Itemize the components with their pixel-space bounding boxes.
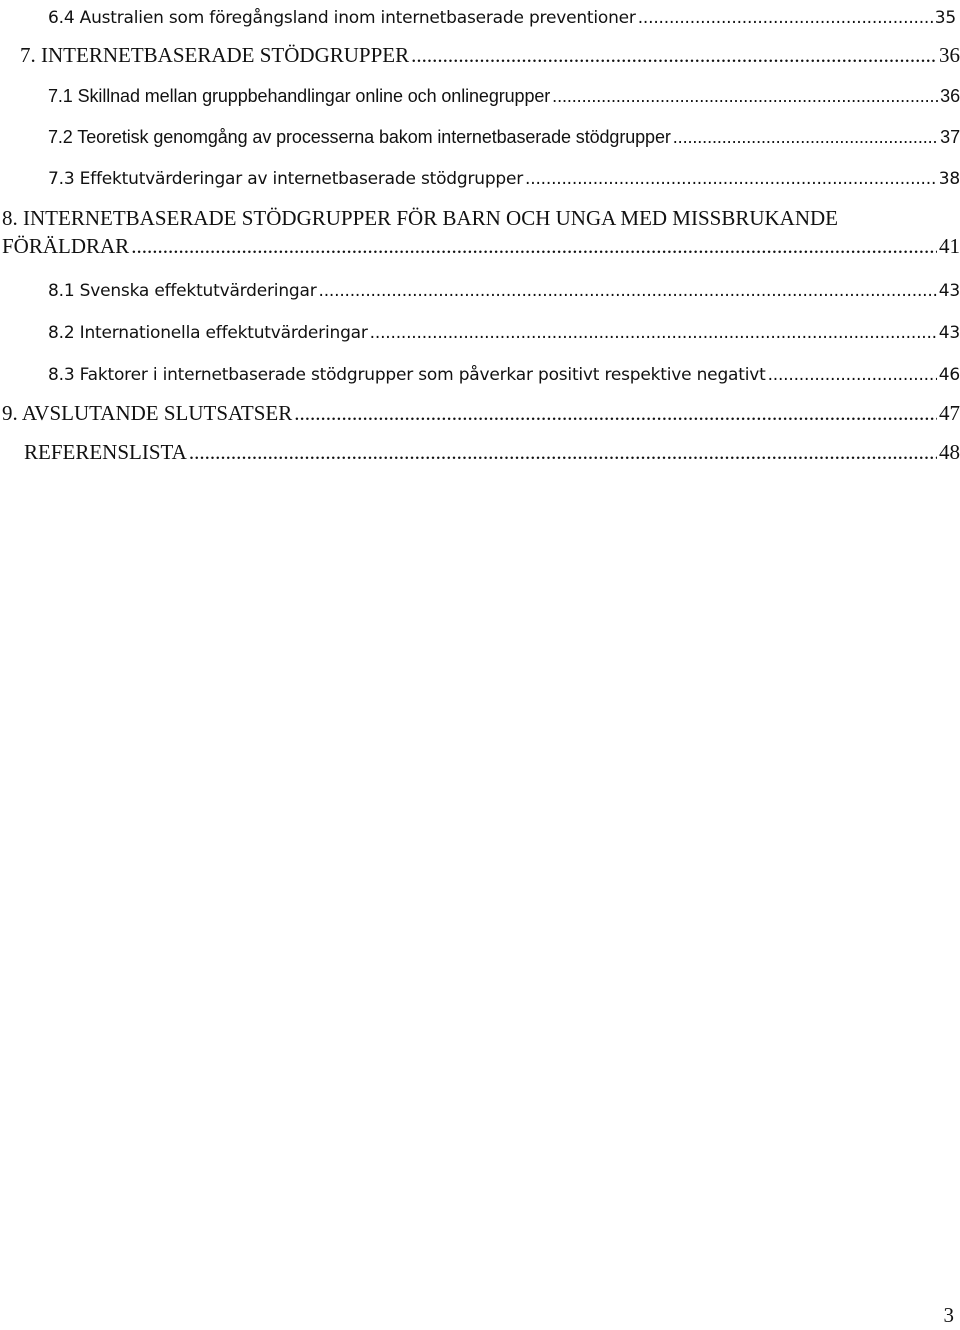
toc-entry-page: 36: [939, 43, 960, 67]
toc-entry-title: 8.3 Faktorer i internetbaserade stödgrupper som påverkar positivt respektive negativt: [48, 365, 766, 385]
toc-entry-7-1[interactable]: [48, 79, 960, 107]
toc-entry-8-2[interactable]: [48, 315, 960, 343]
toc-entry-9[interactable]: [2, 398, 960, 426]
toc-entry-page: 36: [940, 86, 960, 106]
toc-entry-title: 9. AVSLUTANDE SLUTSATSER: [2, 401, 293, 425]
toc-entry-page: 35: [934, 8, 956, 28]
toc-entry-7[interactable]: [20, 40, 960, 68]
toc-leader-dots: [189, 440, 937, 465]
toc-entry-title: 7.1 Skillnad mellan gruppbehandlingar online och onlinegrupper: [48, 86, 551, 106]
toc-entry-page: 47: [939, 401, 960, 425]
toc-leader-dots: [673, 127, 938, 148]
toc-leader-dots: [131, 234, 937, 259]
toc-entry-title: 6.4 Australien som föregångsland inom internetbaserade preventioner: [48, 8, 636, 28]
toc-entry-referenslista[interactable]: [24, 437, 960, 465]
toc-leader-dots: [411, 43, 937, 68]
toc-entry-7-2[interactable]: [48, 120, 960, 148]
toc-entry-page: 37: [940, 127, 960, 147]
toc-entry-7-3[interactable]: [48, 161, 960, 189]
toc-entry-6-4[interactable]: [48, 0, 956, 28]
toc-leader-dots: [768, 365, 937, 385]
toc-leader-dots: [294, 401, 937, 426]
page-number: 3: [943, 1303, 954, 1327]
toc-entry-8-1[interactable]: [48, 273, 960, 301]
toc-entry-page: 43: [938, 323, 960, 343]
toc-leader-dots: [638, 8, 933, 28]
toc-entry-page: 38: [938, 169, 960, 189]
toc-entry-page: 46: [938, 365, 960, 385]
toc-entry-title: 7.2 Teoretisk genomgång av processerna bakom internetbaserade stödgrupper: [48, 127, 671, 147]
toc-entry-title-line2: FÖRÄLDRAR: [2, 234, 130, 258]
toc-leader-dots: [525, 169, 937, 189]
toc-entry-page: 41: [939, 234, 960, 258]
toc-entry-title-line1: 8. INTERNETBASERADE STÖDGRUPPER FÖR BARN OCH UNGA MED MISSBRUKANDE: [2, 206, 839, 230]
toc-entry-title: 7. INTERNETBASERADE STÖDGRUPPER: [20, 43, 410, 67]
toc-entry-8-3[interactable]: [48, 357, 960, 385]
toc-leader-dots: [552, 86, 938, 107]
toc-leader-dots: [370, 323, 937, 343]
toc-entry-title: 7.3 Effektutvärderingar av internetbaserade stödgrupper: [48, 169, 524, 189]
toc-entry-title: REFERENSLISTA: [24, 440, 187, 464]
toc-entry-title: 8.2 Internationella effektutvärderingar: [48, 323, 368, 343]
toc-entry-8[interactable]: [2, 203, 960, 259]
toc-entry-title: 8.1 Svenska effektutvärderingar: [48, 281, 317, 301]
toc-leader-dots: [319, 281, 937, 301]
toc-entry-page: 43: [938, 281, 960, 301]
toc-entry-page: 48: [939, 440, 960, 464]
